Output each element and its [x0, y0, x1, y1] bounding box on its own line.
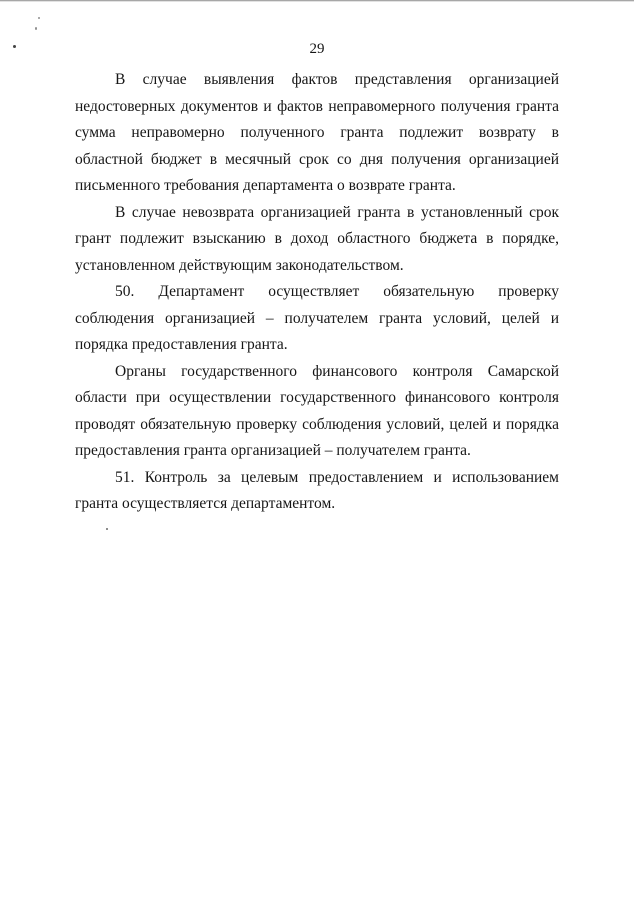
scan-speck [38, 17, 40, 19]
paragraph-grant-recovery: В случае невозврата организацией гранта в установленный срок грант подлежит взысканию в доход областного бюджета в порядке, установленном действующим законодательством. [75, 203, 559, 274]
page-number: 29 [309, 41, 325, 57]
paragraph-financial-control: Органы государственного финансового контроля Самарской области при осуществлении государственного финансового контроля проводят обязательную проверку соблюдения условий, целей и порядка предоставления гранта организацией – получателем гранта. [75, 362, 559, 459]
scan-speck [106, 528, 108, 530]
document-body [75, 67, 559, 518]
paragraph-item-51: 51. Контроль за целевым предоставлением и использованием гранта осуществляется департаментом. [75, 468, 559, 512]
scan-top-edge [0, 0, 634, 2]
paragraph-item-50: 50. Департамент осуществляет обязательную проверку соблюдения организацией – получателем гранта условий, целей и порядка предоставления гранта. [75, 283, 559, 353]
paragraph-grant-refund: В случае выявления фактов представления организацией недостоверных документов и фактов неправомерного получения гранта сумма неправомерно полученного гранта подлежит возврату в областной бюджет в месячный срок со дня получения организацией письменного требования департамента о возврате гранта. [75, 71, 559, 194]
scan-speck [35, 27, 37, 30]
